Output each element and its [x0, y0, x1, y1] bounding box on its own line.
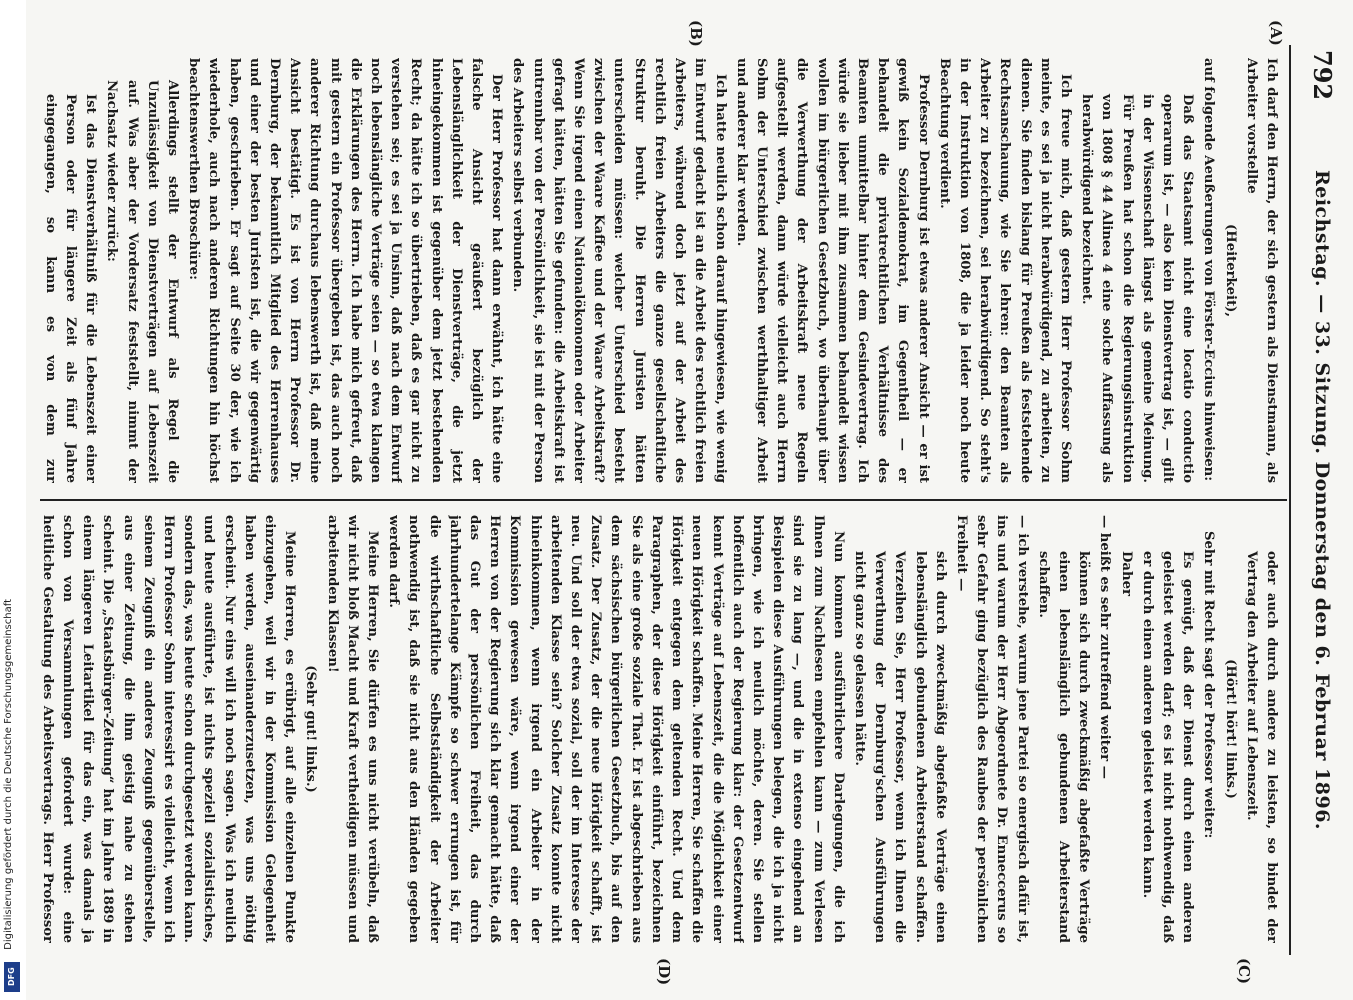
interjection: (Heiterkeit), — [1222, 224, 1238, 317]
header-title: Reichstag. — 33. Sitzung. Donnerstag den 6. Februar 1896. — [1311, 169, 1333, 831]
paragraph: Sehr mit Recht sagt der Professor weiter: — [1201, 531, 1217, 839]
paragraph: Ich darf den Herrn, der sich gestern als Dienstmann, als Arbeiter vorstellte — [1243, 58, 1279, 483]
paragraph: Professor Dernburg ist etwas anderer Ansicht — er ist gewiß kein Sozialdemokrat, im Gegentheil — er behandelt die privatrechtlichen Verhältnisse des Beamten unmittelbar hinter dem Gesindevertrag. Ich würde sie lieber mit ihm zusammen behandelt wissen wollen im bürgerlichen Gesetzbuch, wo überhaupt über die Verwerthung der Arbeitskraft neue Regeln aufgestellt werden, dann würde vielleicht auch Herrn Sohm der Unterschied zwischen werthhaltiger Arbeit und anderer klar werden. — [733, 58, 931, 483]
margin-mark-a: (A) — [1267, 20, 1285, 46]
paragraph: Ich hatte neulich schon darauf hingewiesen, wie wenig im Entwurf gedacht ist an die Arbeit des rechtlich freien Arbeiters, während doch jetzt auf der Arbeit des rechtlich freien Arbeiters die ganze gesellschaftliche Struktur beruht. Die Herren Juristen hätten unterscheiden müssen: welcher Unterschied besteht zwischen der Waare Kaffee und der Waare Arbeitskraft? Wenn Sie irgend einen Nationalökonomen oder Arbeiter gefragt hätten, hätten Sie gefunden: die Arbeitskraft ist untrennbar von der Persönlichkeit, sie ist mit der Person des Arbeiters selbst verbunden. — [510, 58, 728, 483]
margin-mark-b: (B) — [687, 20, 705, 47]
quotation: sich durch zweckmäßig abgefaßte Verträge einen lebenslänglich gebundenen Arbeiterstand schaffen. Verzeihen Sie, Herr Professor, wenn ich Ihnen die Verwerthung der Dernburg'schen Ausführungen nicht ganz so gelassen hätte. — [851, 551, 948, 943]
paragraph: Meine Herren, Sie dürfen es uns nicht verübeln, daß wir nicht bloß Macht und Kraft vertheidigen müssen und arbeitenden Klassen! — [324, 515, 381, 943]
margin-mark-d: (D) — [655, 958, 673, 986]
right-column — [40, 515, 1281, 943]
page-number: 792 — [1308, 50, 1337, 101]
margin-mark-c: (C) — [1235, 958, 1253, 985]
page-header — [1295, 50, 1339, 950]
quotation: Daß das Staatsamt nicht eine locatio conductio operarum ist, — also kein Dienstvertrag ist, — gilt in der Wissenschaft längst als gemeine Meinung. Für Preußen hat schon die Regierungsinstruktion von 1808 § 44 Alinea 4 eine solche Auffassung als herabwürdigend bezeichnet. — [1079, 94, 1196, 483]
quotation: Es genügt, daß der Dienst durch einen anderen geleistet werden darf; es ist nicht nothwendig, daß er durch einen anderen geleistet werden kann. — [1139, 551, 1196, 943]
paragraph: Nun kommen ausführlichere Darlegungen, die ich Ihnen zum Nachlesen empfehlen kann — zum Verlesen sind sie zu lang —, und die in extenso eingehend an Beispielen diese Ausführungen belegen, die ich ja nicht bringen, wie ich neulich möchte, deren. Sie stellen hoffentlich auch der Regierung klar: der Gesetzentwurf kennt Verträge auf Lebenszeit, die die Möglichkeit einer neuen Hörigkeit schaffen. Meine Herren, Sie schaffen die Hörigkeit entgegen dem geltenden Recht. Und dem Paragraphen, der diese Hörigkeit einführt, bezeichnen Sie als eine große soziale That. Er ist abgeschrieben aus dem sächsischen bürgerlichen Gesetzbuch, bis auf den Zusatz. Der Zusatz, der die neue Hörigkeit schafft, ist neu. Und soll der etwa sozial, soll der im Interesse der arbeitenden Klasse sein? Solcher Zusatz konnte nicht hineinkommen, wenn irgend ein Arbeiter in der Kommission gewesen wäre, wenn irgend einer der Herren von der Regierung sich klar gemacht hätte, daß das Gut der persönlichen Freiheit, das durch jahrhundertelange Kämpfe so schwer errungen ist, für die wirthschaftliche Selbstständigkeit der Arbeiter nothwendig ist, daß sie nicht aus den Händen gegeben werden darf. — [386, 515, 846, 943]
credit-text: Digitalisierung gefördert durch die Deutsche Forschungsgemeinschaft — [3, 599, 14, 950]
paragraph: — heißt es sehr zutreffend weiter — — [1097, 515, 1113, 779]
quotation: können sich durch zweckmäßig abgefaßte Verträge einen lebenslänglich gebundenen Arbeiterstand schaffen. — [1035, 551, 1092, 943]
quotation: Ist das Dienstverhältniß für die Lebenszeit einer Person oder für längere Zeit als fünf Jahre eingegangen, so kann es von dem zur — [42, 94, 99, 483]
interjection: (Hört! hört! links.) — [1222, 659, 1238, 799]
quotation: Allerdings stellt der Entwurf als Regel die Unzulässigkeit von Dienstverträgen auf Lebenszeit auf. Was aber der Vordersatz feststellt, nimmt der Nachsatz wieder zurück: — [104, 80, 181, 483]
column-divider — [40, 499, 1287, 501]
paragraph: Meine Herren, es erübrigt, auf alle einzelnen Punkte einzugehen, weil wir in der Kommission Gelegenheit haben werden, auseinanderzusetzen, was uns nöthig erscheint. Nur eins will ich noch sagen. Was ich neulich und heute ausführte, ist nichts speziell sozialistisches, sondern das, was heute schon durchgesetzt werden kann. Herrn Professor Sohm interessirt es vielleicht, wenn ich seinem Zeugniß ein anderes Zeugniß gegenüberstelle, aus einer Zeitung, die ihm geistig nahe zu stehen scheint. Die „Staatsbürger-Zeitung“ hat im Jahre 1889 in einem längeren Leitartikel für das ein, was damals ja schon von Versammlungen gefordert wurde: eine heitliche Gestaltung des Arbeitsvertrags. Herr Professor — [40, 515, 298, 943]
dfg-logo-icon: DFG — [4, 962, 20, 992]
interjection: (Sehr gut! links.) — [303, 665, 319, 793]
header-rule — [1289, 45, 1291, 955]
paragraph: Ich freue mich, daß gestern Herr Professor Sohm meinte, es sei ja nicht herabwürdigend, zu arbeiten, zu dienen. Sie finden bislang für Preußen als feststehende Rechtsanschauung, wie Sie lehren: den Beamten als Arbeiter zu bezeichnen, sei herabwürdigend. So steht's in der Instruktion von 1808, die ja leider noch heute Beachtung verdient. — [936, 58, 1073, 483]
paragraph: — ich verstehe, warum jene Partei so energisch dafür ist, ins und warum der Herr Abgeordnete Dr. Enneccerus so sehr Gefahr ging bezüglich des Raubes der persönlichen Freiheit — — [953, 515, 1030, 943]
paragraph: auf folgende Aeußerungen von Förster-Eccius hinweisen: — [1201, 58, 1217, 482]
left-column — [40, 58, 1281, 483]
quotation: Daher — [1118, 551, 1134, 596]
paragraph: Der Herr Professor hat dann erwähnt, ich hätte eine falsche Ansicht geäußert bezüglich der Lebenslänglichkeit der Dienstverträge, die jetzt hineingekommen ist gegenüber dem jetzt bestehenden Recht; da hätte ich so übertrieben, daß es gar nicht zu verstehen sei; es sei ja Unsinn, daß nach dem Entwurf noch lebenslängliche Verträge seien — so etwa klangen die Erklärungen des Herrn. Ich habe mich gefreut, daß mit gestern ein Professor übergeben ist, das auch noch anderer Richtung durchaus lebenswerth ist, daß meine Ansicht bestätigt. Es ist von Herrn Professor Dr. Dernburg, der bekanntlich Mitglied des Herrenhauses und einer der besten Juristen ist, die wir gegenwärtig haben, geschrieben. Er sagt auf Seite 30 der, wie ich wiederhole, auch nach anderen Richtungen hin höchst beachtenswerthen Broschüre: — [186, 58, 505, 483]
digitization-credit-strip — [0, 0, 26, 1000]
quotation: oder auch durch andere zu leisten, so bindet der Vertrag den Arbeiter auf Lebenszeit. — [1243, 551, 1279, 943]
